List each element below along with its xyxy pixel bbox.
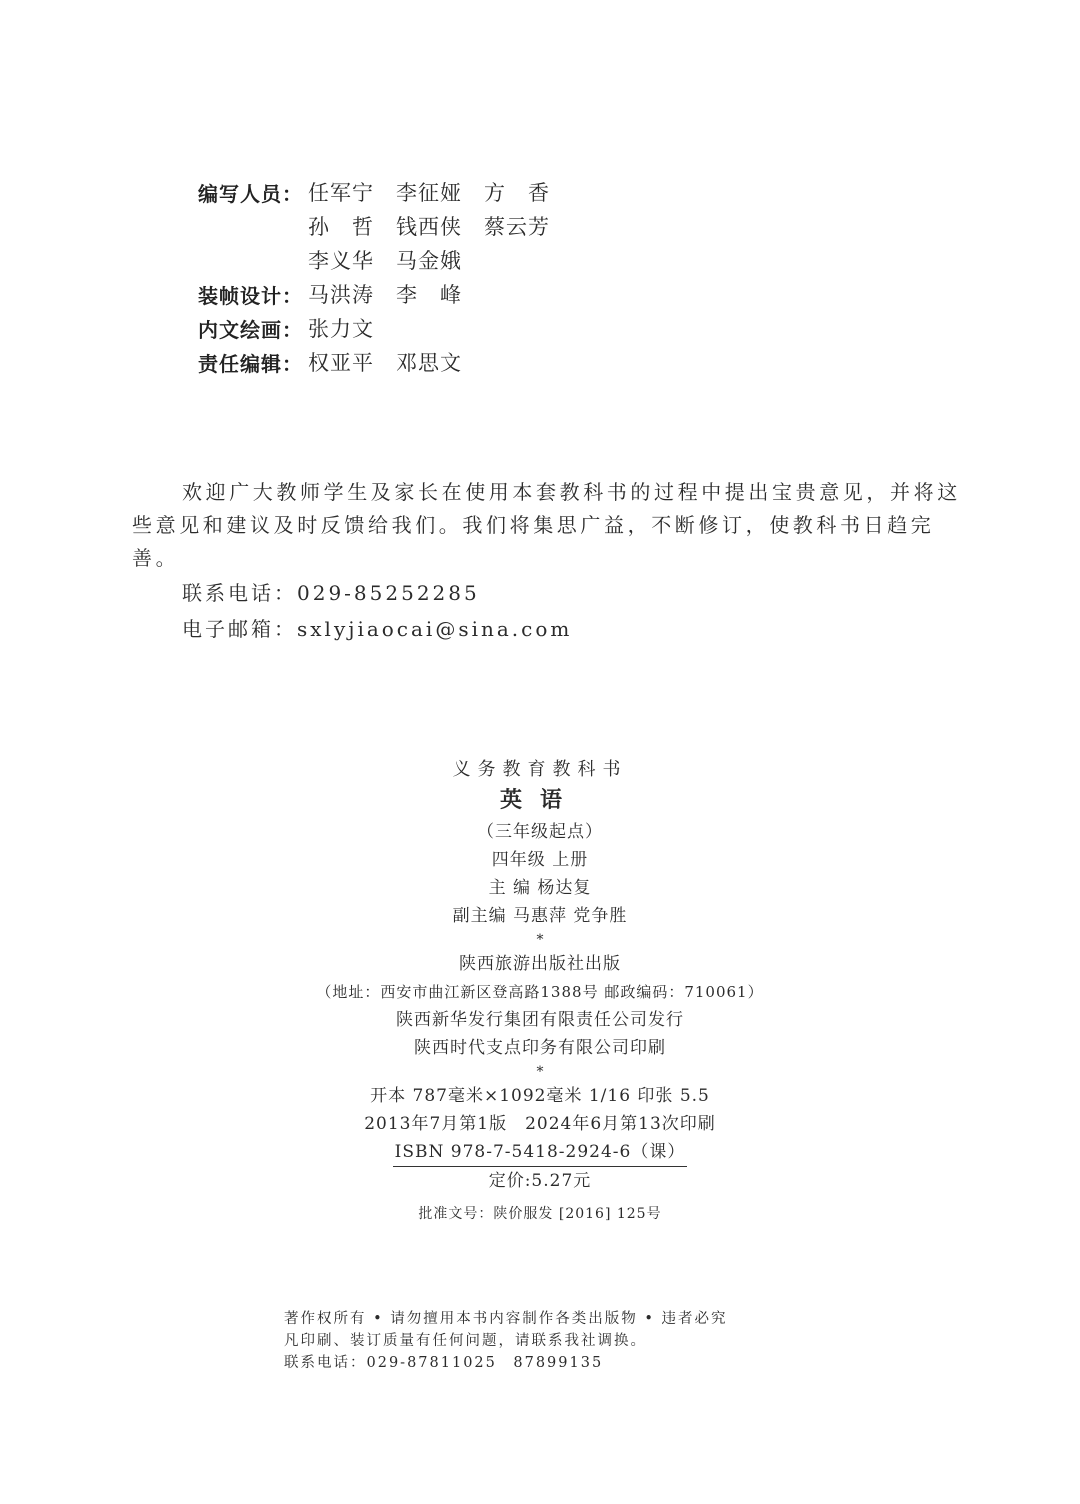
credit-row (198, 277, 572, 311)
credit-row (198, 345, 572, 379)
copyright-line: 著作权所有 • 请勿擅用本书内容制作各类出版物 • 违者必究 (284, 1311, 728, 1327)
printer: 陕西时代支点印务有限公司印刷 (414, 1038, 666, 1058)
contact-phone: 联系电话：029-85252285 (182, 581, 480, 605)
credit-name: 钱西侠 (396, 215, 462, 239)
credit-name: 李 峰 (396, 283, 462, 307)
series-title: 义务教育教科书 (452, 759, 628, 780)
isbn: ISBN 978-7-5418-2924-6（课） (393, 1138, 688, 1167)
edition: （三年级起点） (477, 822, 603, 842)
separator-asterisk: * (536, 1064, 544, 1080)
credit-name: 李义华 (308, 249, 374, 273)
colophon (240, 756, 840, 1223)
publisher: 陕西旅游出版社出版 (459, 954, 621, 974)
copyright-line: 凡印刷、装订质量有任何问题，请联系我社调换。 (284, 1333, 647, 1349)
credit-name: 任军宁 (308, 181, 374, 205)
separator-asterisk: * (536, 932, 544, 948)
credit-name: 马金娥 (396, 249, 462, 273)
copyright-line: 联系电话：029-87811025 87899135 (284, 1355, 604, 1371)
credit-name: 邓思文 (396, 351, 462, 375)
price: 定价:5.27元 (488, 1171, 592, 1191)
subject-title: 英语 (499, 788, 580, 813)
distributor: 陕西新华发行集团有限责任公司发行 (396, 1010, 684, 1030)
chief-editor: 主 编 杨达复 (488, 878, 592, 898)
publisher-address: （地址：西安市曲江新区登高路1388号 邮政编码：710061） (316, 983, 764, 1001)
credit-name: 蔡云芳 (484, 215, 550, 239)
credit-role: 责任编辑： (198, 351, 303, 376)
contact-email: 电子邮箱：sxlyjiaocai@sina.com (182, 617, 573, 641)
printing-history: 2013年7月第1版 2024年6月第13次印刷 (364, 1114, 716, 1134)
credit-role: 装帧设计： (198, 283, 303, 308)
credit-row (198, 311, 572, 345)
credit-name: 孙 哲 (308, 215, 374, 239)
approval-number: 批准文号：陕价服发 [2016] 125号 (418, 1206, 662, 1222)
credits-block (198, 175, 572, 379)
notice-paragraph: 欢迎广大教师学生及家长在使用本套教科书的过程中提出宝贵意见，并将这些意见和建议及时反馈给我们。我们将集思广益，不断修订，使教科书日趋完善。 (132, 480, 961, 570)
credit-name: 权亚平 (308, 351, 374, 375)
feedback-notice (132, 476, 972, 647)
credit-name: 张力文 (308, 317, 374, 341)
credit-row (198, 175, 572, 209)
credit-row (198, 209, 572, 243)
volume: 四年级 上册 (491, 850, 589, 870)
credit-role: 编写人员： (198, 181, 303, 206)
credit-role: 内文绘画： (198, 317, 303, 342)
copyright-notice (284, 1308, 728, 1374)
book-format: 开本 787毫米×1092毫米 1/16 印张 5.5 (370, 1086, 710, 1106)
credit-name: 马洪涛 (308, 283, 374, 307)
credit-name: 方 香 (484, 181, 550, 205)
credit-name: 李征娅 (396, 181, 462, 205)
deputy-editors: 副主编 马惠萍 党争胜 (452, 906, 628, 926)
credit-row (198, 243, 572, 277)
